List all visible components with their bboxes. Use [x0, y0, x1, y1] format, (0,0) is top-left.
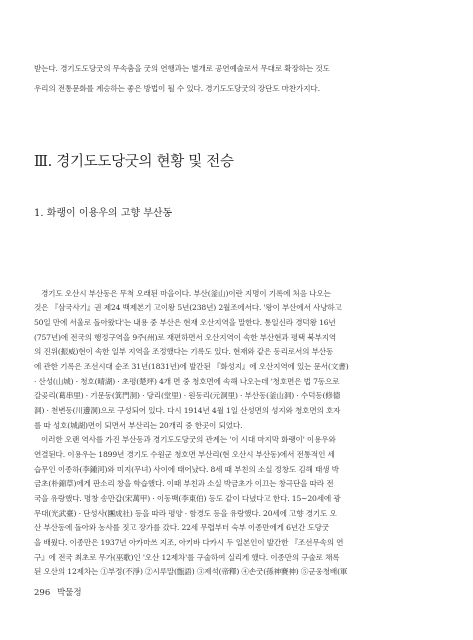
page-number: 296 [34, 588, 51, 598]
text-line: 구』에 전국 최초로 무가(巫歌)인 '오산 12제차'를 구술하여 실리게 했다. 이종만의 구술로 채록 [34, 552, 340, 562]
text-line: 갈곶리(葛串里) · 기문동(箕門洞) · 당리(堂里) · 원동리(元洞里) · 부산동(釜山洞) · 수덕동(修德 [34, 391, 341, 401]
text-line: 된 오산의 12제차는 ①부정(不淨) ②시루말(甑語) ③제석(帝釋) ④손굿(孫神賽神) ⑤군웅청배(軍 [34, 567, 348, 577]
text-line: 국을 유랑했다. 명창 송만갑(宋萬甲) · 이동백(李東伯) 등도 같이 다녔다고 한다. 15~20세에 광 [34, 493, 341, 503]
subsection-heading: 1. 화랭이 이용우의 고향 부산동 [34, 208, 173, 219]
text-line: 연결된다. 이용우는 1899년 경기도 수원군 청호면 부산리(현 오산시 부산동)에서 전통적인 세 [34, 449, 335, 459]
text-line: 50일 만에 서울로 돌아왔다'는 내용 중 부산은 현재 오산지역을 말한다. 통일신라 경덕왕 16년 [34, 317, 336, 327]
text-line: 을 배웠다. 이종만은 1937년 아카마쓰 지조, 아키바 다카시 두 일본인이 발간한 『조선무속의 연 [34, 537, 344, 547]
intro-paragraph [34, 59, 421, 99]
text-line: 이러한 오랜 역사를 가진 부산동과 경기도도당굿의 관계는 '이 시대 마지막 화랭이' 이용우와 [41, 435, 336, 445]
text-line: 금초(朴錦草)에게 판소리 창을 학습했다. 이때 부친과 소실 박금초가 이끄는 창극단을 따라 전 [34, 479, 334, 489]
text-line: 에 관한 기록은 조선시대 순조 31년(1831년)에 발간된 『화성지』에 오산지역에 있는 문서(文書) [34, 361, 349, 371]
text-line: 습무인 이종하(李鍾河)와 미지(무녀) 사이에 태어났다. 8세 때 부친의 소실 정창도 김해 태생 박 [34, 464, 339, 474]
page-footer [34, 586, 82, 598]
text-line: (757년)에 전국의 행정구역을 9주(州)로 재편하면서 오산지역이 속한 부산현과 평택 북부지역 [34, 332, 337, 342]
text-line: 경기도 오산시 부산동은 무척 오래된 마을이다. 부산(釜山)이란 지명이 기록에 처음 나오는 [41, 288, 331, 298]
body-paragraph-1 [34, 287, 421, 404]
journal-name: 박물정 [56, 588, 82, 598]
text-line: 를 따 성호(城湖)면이 되면서 부산리는 20개리 중 한곳이 되었다. [34, 420, 243, 430]
text-line: · 산성(山城) · 청호(晴湖) · 초평(楚坪) 4개 면 중 청호면에 속해 나오는데 '청호면은 법 7동으로 [34, 376, 340, 386]
text-line: 것은 『삼국사기』권 제24 백제본기 고이왕 5년(238년) 2월조에서다. '왕이 부산에서 사냥하고 [34, 303, 342, 313]
text-line: 받는다. 경기도도당굿의 무속춤을 굿의 연행과는 별개로 공연예술로서 무대로 확장하는 것도 [34, 64, 330, 73]
body-paragraph-2 [34, 404, 421, 580]
section-heading: Ⅲ. 경기도도당굿의 현황 및 전승 [34, 154, 234, 170]
text-line: 산 부산동에 돌아와 농사를 짓고 장가를 갔다. 22세 무렵부터 숙부 이종만에게 6년간 도당굿 [34, 523, 329, 533]
text-line: 우리의 전통문화를 계승하는 좋은 방법이 될 수 있다. 경기도도당굿의 장단도 마찬가지다. [34, 84, 320, 94]
text-line: 의 진위(振威)현이 속한 일부 지역을 조정했다는 기록도 있다. 현재와 같은 동리로서의 부산동 [34, 347, 334, 357]
text-line: 무대(光武臺) · 단성사(團成社) 등을 따라 평양 · 함경도 등을 유랑했다. 20세에 고향 경기도 오 [34, 508, 337, 518]
text-line: 洞) · 천변동(川邊洞)으로 구성되어 있다. 다시 1914년 4월 1일 산성면의 성지와 청호면의 호자 [34, 406, 341, 415]
